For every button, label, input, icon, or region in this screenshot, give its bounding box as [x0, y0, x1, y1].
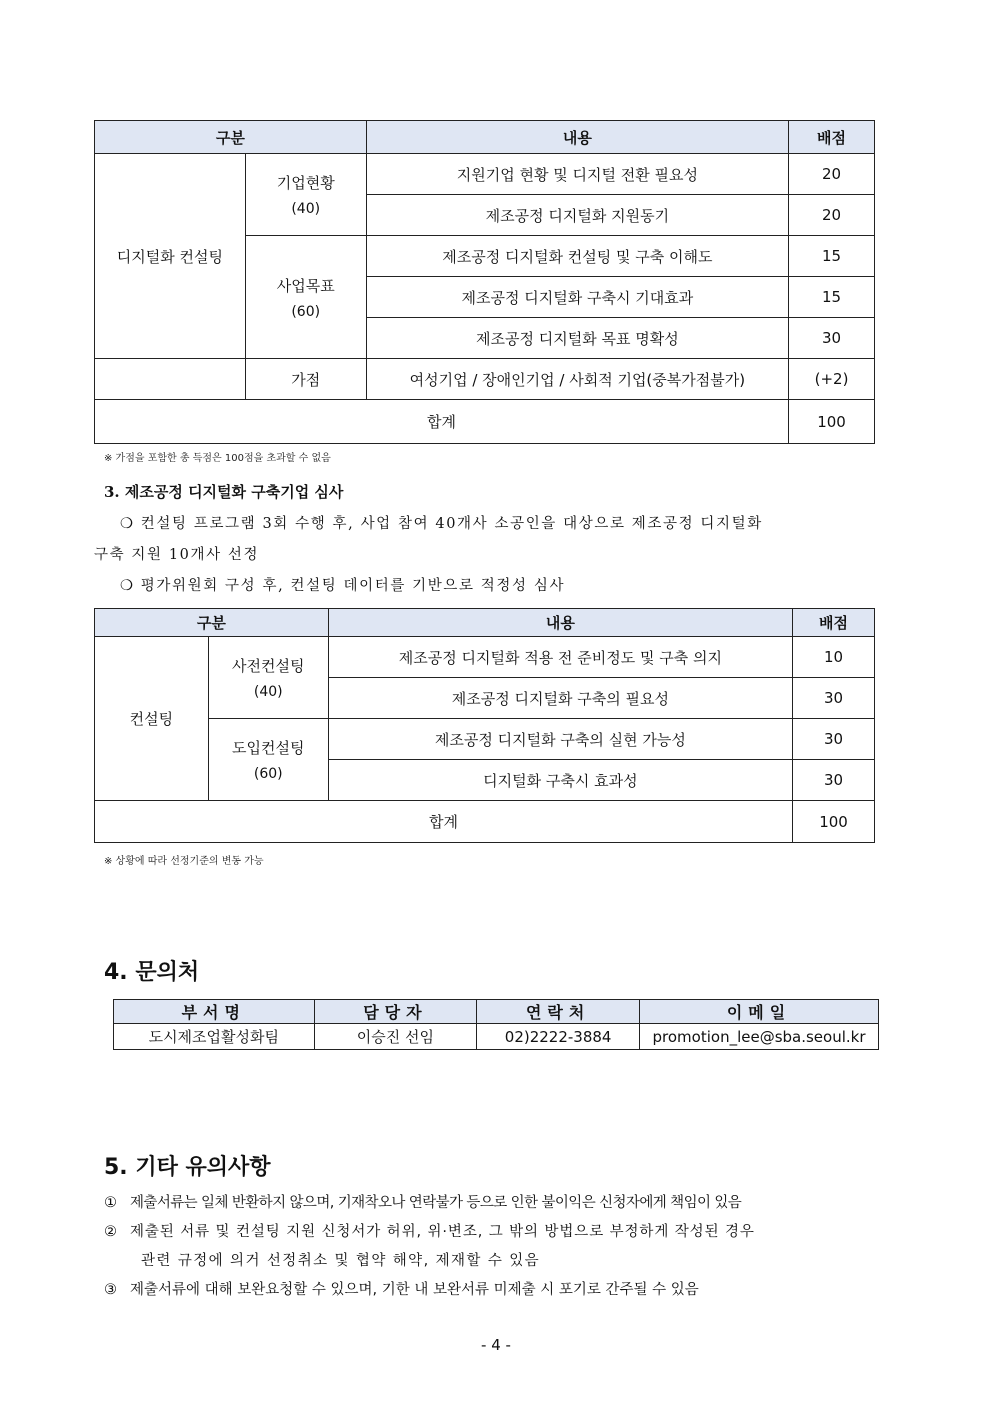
- content-cell: 제조공정 디지털화 지원동기: [366, 195, 788, 236]
- content-cell: 제조공정 디지털화 구축의 필요성: [328, 678, 792, 719]
- table-row: [95, 637, 875, 678]
- department-cell: 도시제조업활성화팀: [114, 1024, 315, 1050]
- page-number: - 4 -: [481, 1336, 511, 1354]
- content-cell: 제조공정 디지털화 구축시 기대효과: [366, 277, 788, 318]
- group-cell: [245, 154, 366, 236]
- phone-cell: 02)2222-3884: [477, 1024, 640, 1050]
- header-phone: 연락처: [477, 1000, 640, 1024]
- content-cell: 제조공정 디지털화 목표 명확성: [366, 318, 788, 359]
- score-cell: 30: [793, 719, 875, 760]
- header-content: 내용: [328, 609, 792, 637]
- group-cell: [245, 236, 366, 359]
- notice-item-2-cont: 관련 규정에 의거 선정취소 및 협약 해약, 제재할 수 있음: [141, 1253, 541, 1269]
- group-cell: [208, 719, 328, 801]
- evaluation-table-consulting: [94, 120, 875, 444]
- total-row: [95, 400, 875, 444]
- score-cell: 10: [793, 637, 875, 678]
- manager-cell: 이승진 선임: [314, 1024, 477, 1050]
- category-cell: 컨설팅: [95, 637, 209, 801]
- content-cell: 제조공정 디지털화 구축의 실현 가능성: [328, 719, 792, 760]
- item-text: 제출된 서류 및 컨설팅 지원 신청서가 허위, 위·변조, 그 밖의 방법으로 부정하게 작성된 경우: [130, 1224, 755, 1240]
- category-cell: 디지털화 컨설팅: [95, 154, 246, 359]
- notice-item-1: [104, 1191, 741, 1212]
- table1-note: ※ 가점을 포함한 총 득점은 100점을 초과할 수 없음: [104, 453, 331, 464]
- contact-table: [113, 999, 879, 1050]
- header-content: 내용: [366, 121, 788, 154]
- section4-title: 4. 문의처: [104, 960, 200, 985]
- bonus-label: 가점: [245, 359, 366, 400]
- group-points: (40): [291, 201, 321, 217]
- evaluation-table-selection: [94, 608, 875, 843]
- group-points: (60): [253, 766, 283, 782]
- header-email: 이메일: [640, 1000, 879, 1024]
- group-cell: [208, 637, 328, 719]
- table-header-row: [95, 609, 875, 637]
- group-label: 사전컨설팅: [232, 657, 305, 675]
- item-text: 제출서류는 일체 반환하지 않으며, 기재착오나 연락불가 등으로 인한 불이익은 신청자에게 책임이 있음: [130, 1195, 742, 1211]
- header-manager: 담당자: [314, 1000, 477, 1024]
- section3-bullet1-line2: 구축 지원 10개사 선정: [94, 547, 260, 563]
- notice-item-3: [104, 1278, 699, 1299]
- item-text: 제출서류에 대해 보완요청할 수 있으며, 기한 내 보완서류 미제출 시 포기로 간주될 수 있음: [130, 1282, 699, 1298]
- section3-title: 3. 제조공정 디지털화 구축기업 심사: [104, 483, 344, 501]
- total-score: 100: [793, 801, 875, 843]
- table2-note: ※ 상황에 따라 선정기준의 변동 가능: [104, 856, 264, 867]
- content-cell: 지원기업 현황 및 디지털 전환 필요성: [366, 154, 788, 195]
- group-points: (40): [253, 684, 283, 700]
- contact-header-row: [114, 1000, 879, 1024]
- group-label: 도입컨설팅: [232, 739, 305, 757]
- score-cell: 20: [789, 154, 875, 195]
- header-score: 배점: [789, 121, 875, 154]
- score-cell: 30: [789, 318, 875, 359]
- item-number: ①: [104, 1195, 117, 1211]
- header-score: 배점: [793, 609, 875, 637]
- table-row: [95, 719, 875, 760]
- total-score: 100: [789, 400, 875, 444]
- bonus-content: 여성기업 / 장애인기업 / 사회적 기업(중복가점불가): [366, 359, 788, 400]
- total-row: [95, 801, 875, 843]
- item-number: ③: [104, 1282, 117, 1298]
- section3-bullet2: ❍ 평가위원회 구성 후, 컨설팅 데이터를 기반으로 적정성 심사: [120, 578, 566, 594]
- email-cell: promotion_lee@sba.seoul.kr: [640, 1024, 879, 1050]
- group-points: (60): [291, 303, 321, 320]
- table-row: [95, 154, 875, 195]
- score-cell: 30: [793, 678, 875, 719]
- header-category: 구분: [95, 121, 367, 154]
- table-header-row: [95, 121, 875, 154]
- section3-bullet1-line1: ❍ 컨설팅 프로그램 3회 수행 후, 사업 참여 40개사 소공인을 대상으로 제조공정 디지털화: [120, 516, 763, 532]
- header-category: 구분: [95, 609, 329, 637]
- section5-title: 5. 기타 유의사항: [104, 1155, 271, 1180]
- notice-item-2: [104, 1220, 755, 1241]
- score-cell: 20: [789, 195, 875, 236]
- total-label: 합계: [95, 400, 789, 444]
- score-cell: 15: [789, 277, 875, 318]
- bonus-row: [95, 359, 875, 400]
- group-label: 기업현황: [276, 174, 335, 192]
- content-cell: 제조공정 디지털화 적용 전 준비정도 및 구축 의지: [328, 637, 792, 678]
- bonus-score: (+2): [789, 359, 875, 400]
- total-label: 합계: [95, 801, 793, 843]
- empty-cell: [95, 359, 246, 400]
- content-cell: 제조공정 디지털화 컨설팅 및 구축 이해도: [366, 236, 788, 277]
- group-label: 사업목표: [276, 276, 335, 295]
- header-department: 부서명: [114, 1000, 315, 1024]
- contact-row: [114, 1024, 879, 1050]
- score-cell: 15: [789, 236, 875, 277]
- item-number: ②: [104, 1224, 118, 1240]
- score-cell: 30: [793, 760, 875, 801]
- content-cell: 디지털화 구축시 효과성: [328, 760, 792, 801]
